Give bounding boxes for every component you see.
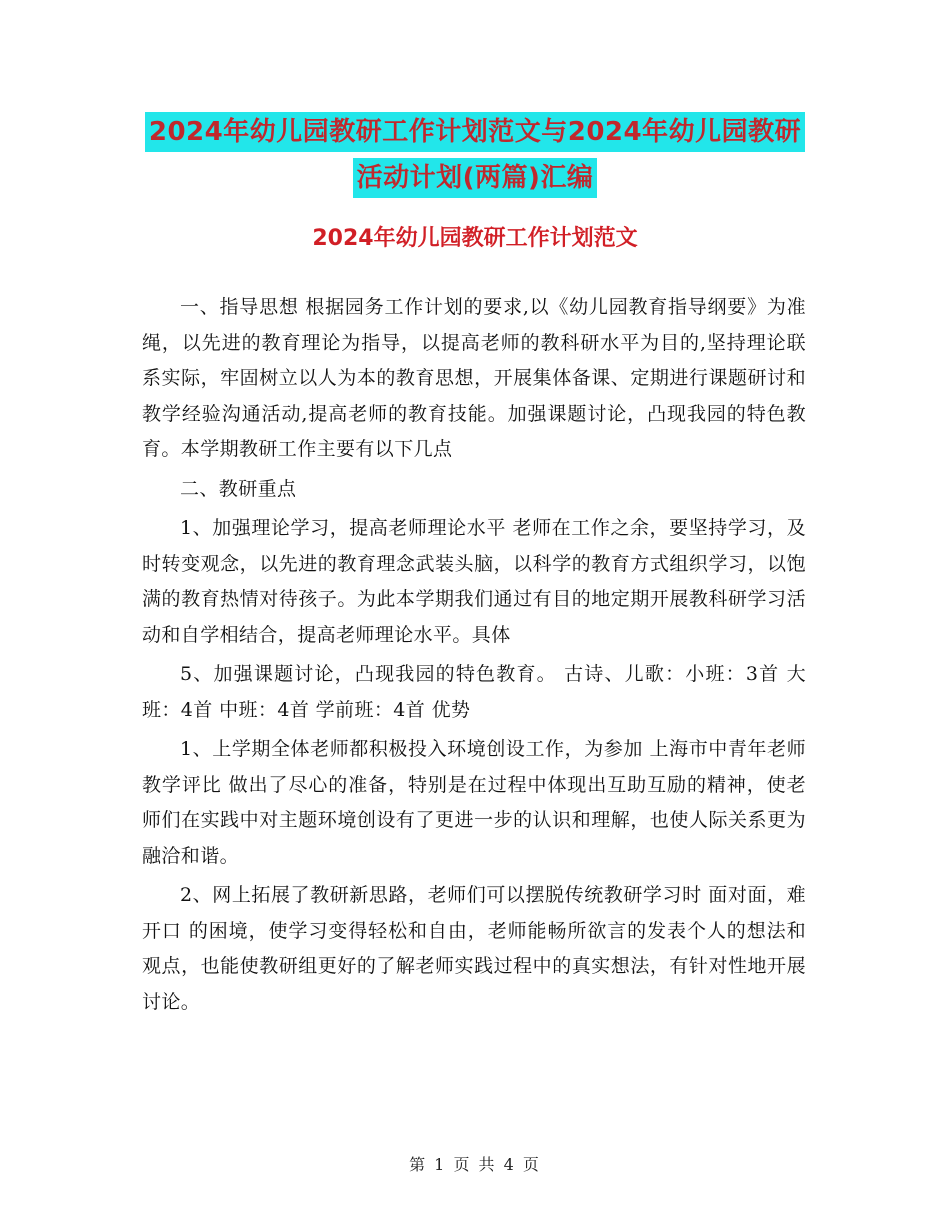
paragraph: 1、加强理论学习，提高老师理论水平 老师在工作之余，要坚持学习，及时转变观念，以先进的教育理念武装头脑，以科学的教育方式组织学习，以饱满的教育热情对待孩子。为此本学期我们通过有目的地定期开展教科研学习活动和自学相结合，提高老师理论水平。具体	[142, 517, 806, 646]
section-title: 2024年幼儿园教研工作计划范文	[312, 226, 638, 251]
document-title	[100, 112, 850, 198]
title-line-1: 2024年幼儿园教研工作计划范文与2024年幼儿园教研	[145, 112, 805, 152]
page-footer: 第 1 页 共 4 页	[409, 1155, 541, 1174]
title-line-2: 活动计划(两篇)汇编	[353, 158, 598, 198]
paragraph: 一、指导思想 根据园务工作计划的要求,以《幼儿园教育指导纲要》为准绳，以先进的教育理论为指导，以提高老师的教科研水平为目的,坚持理论联系实际，牢固树立以人为本的教育思想，开展集体备课、定期进行课题研讨和教学经验沟通活动,提高老师的教育技能。加强课题讨论，凸现我园的特色教育。本学期教研工作主要有以下几点	[142, 296, 806, 460]
paragraph: 2、网上拓展了教研新思路，老师们可以摆脱传统教研学习时 面对面，难开口 的困境，使学习变得轻松和自由，老师能畅所欲言的发表个人的想法和观点，也能使教研组更好的了解老师实践过程中的真实想法，有针对性地开展讨论。	[142, 884, 806, 1013]
paragraph: 二、教研重点	[180, 477, 297, 500]
document-body	[142, 290, 806, 1024]
paragraph: 1、上学期全体老师都积极投入环境创设工作，为参加 上海市中青年老师教学评比 做出了尽心的准备，特别是在过程中体现出互助互励的精神，使老师们在实践中对主题环境创设有了更进一步的认识和理解，也使人际关系更为融洽和谐。	[142, 738, 806, 867]
paragraph: 5、加强课题讨论，凸现我园的特色教育。 古诗、儿歌：小班：3首 大班：4首 中班：4首 学前班：4首 优势	[142, 663, 806, 721]
